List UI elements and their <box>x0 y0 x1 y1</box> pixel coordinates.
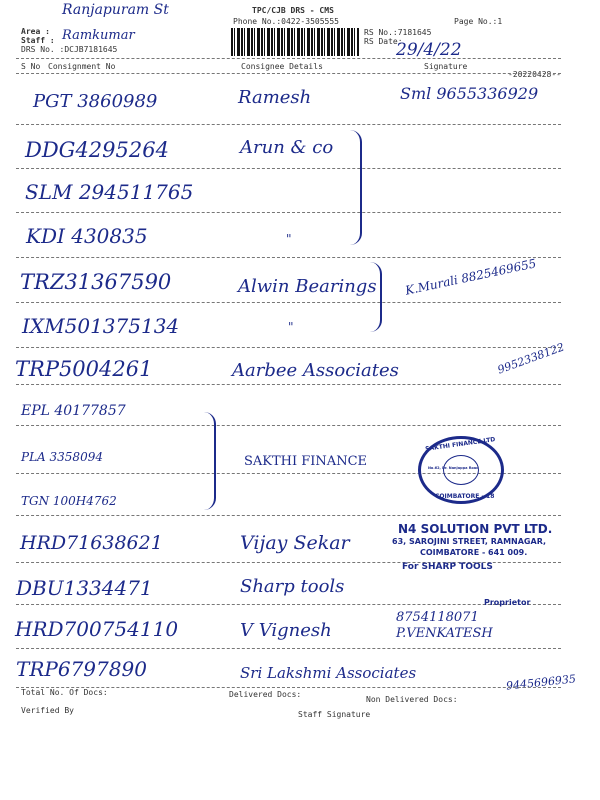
rs-number: RS No.:7181645 <box>364 28 432 37</box>
finance-stamp-city: COIMBATORE - 18 <box>435 493 495 500</box>
sharp-tools-stamp: For SHARP TOOLS <box>402 562 493 572</box>
area-label: Area : <box>21 27 50 36</box>
column-consignment: Consignment No <box>48 62 116 71</box>
proprietor-label: Proprietor <box>484 598 531 607</box>
group-brace <box>340 130 362 245</box>
consignee-name: V Vignesh <box>240 620 332 641</box>
column-sno: S No <box>21 62 41 71</box>
consignment-number: TRP5004261 <box>15 357 153 381</box>
verified-by-label: Verified By <box>21 706 74 715</box>
finance-stamp-ring: SAKTHI FINANCE LTD <box>424 436 496 453</box>
company-stamp-name: N4 SOLUTION PVT LTD. <box>398 522 553 536</box>
consignment-number: TGN 100H4762 <box>21 494 117 508</box>
consignment-number: PLA 3358094 <box>21 450 103 464</box>
phone-number: Phone No.:0422-3505555 <box>233 17 339 26</box>
consignee-name: Sharp tools <box>240 576 345 597</box>
consignee-name: Alwin Bearings <box>238 276 377 297</box>
company-stamp-address-1: 63, SAROJINI STREET, RAMNAGAR, <box>392 537 547 546</box>
rs-date-label: RS Date: <box>364 37 403 46</box>
drs-number: DRS No. :DCJB7181645 <box>21 45 118 54</box>
staff-value: Ramkumar <box>62 28 135 43</box>
barcode <box>231 28 359 56</box>
page-number: Page No.:1 <box>454 17 503 26</box>
consignee-name: Vijay Sekar <box>240 532 350 554</box>
area-value: Ranjapuram St <box>62 2 169 18</box>
non-delivered-docs-label: Non Delivered Docs: <box>366 695 458 704</box>
consignee-name: " <box>286 232 292 246</box>
row-divider <box>16 302 561 303</box>
signature: 9952338122 <box>495 340 567 377</box>
consignment-number: TRZ31367590 <box>20 270 172 294</box>
header-divider-top <box>16 58 561 59</box>
consignment-number: EPL 40177857 <box>21 403 126 419</box>
finance-stamp-inner <box>428 455 479 485</box>
consignment-number: HRD71638621 <box>20 532 163 554</box>
column-signature: Signature <box>424 62 468 71</box>
consignment-number: PGT 3860989 <box>33 91 158 112</box>
signature: 9445696935 <box>505 672 577 693</box>
staff-signature-label: Staff Signature <box>298 710 371 719</box>
consignee-name: Aarbee Associates <box>232 360 399 381</box>
consignment-number: TRP6797890 <box>16 657 147 681</box>
consignment-number: SLM 294511765 <box>25 180 194 204</box>
consignee-name: Arun & co <box>240 137 334 158</box>
row-divider <box>16 515 561 516</box>
consignee-name: Ramesh <box>238 87 312 108</box>
group-brace <box>366 262 382 332</box>
consignment-number: DBU1334471 <box>16 576 153 600</box>
row-divider <box>16 384 561 385</box>
row-divider <box>16 212 561 213</box>
consignment-number: DDG4295264 <box>25 138 169 162</box>
row-divider <box>16 604 561 605</box>
document-title: TPC/CJB DRS - CMS <box>252 6 334 15</box>
staff-label: Staff : <box>21 36 55 45</box>
company-stamp-address-2: COIMBATORE - 641 009. <box>420 548 528 557</box>
row-divider <box>16 347 561 348</box>
total-docs-label: Total No. Of Docs: <box>21 688 108 697</box>
group-brace <box>200 412 216 510</box>
signature: K.Murali 8825469655 <box>404 256 538 298</box>
row-divider <box>16 257 561 258</box>
header-divider-bottom <box>16 73 561 74</box>
consignment-number: KDI 430835 <box>26 224 148 248</box>
row-divider <box>16 425 561 426</box>
finance-stamp <box>418 436 504 504</box>
date-code: -20220428-- <box>508 70 561 79</box>
column-consignee: Consignee Details <box>241 62 323 71</box>
signature: Sml 9655336929 <box>400 84 539 103</box>
row-divider <box>16 168 561 169</box>
consignee-name: " <box>288 320 294 334</box>
consignee-name: SAKTHI FINANCE <box>244 454 368 469</box>
consignee-name: Sri Lakshmi Associates <box>240 664 417 682</box>
rs-date-value: 29/4/22 <box>396 40 462 60</box>
finance-stamp-address: No.62, Dr. Nanjappa Road <box>428 466 479 470</box>
row-divider <box>16 124 561 125</box>
delivered-docs-label: Delivered Docs: <box>229 690 302 699</box>
consignment-number: IXM501375134 <box>22 314 180 338</box>
consignment-number: HRD700754110 <box>15 617 179 641</box>
row-divider <box>16 648 561 649</box>
signature: 8754118071 P.VENKATESH <box>396 610 493 641</box>
